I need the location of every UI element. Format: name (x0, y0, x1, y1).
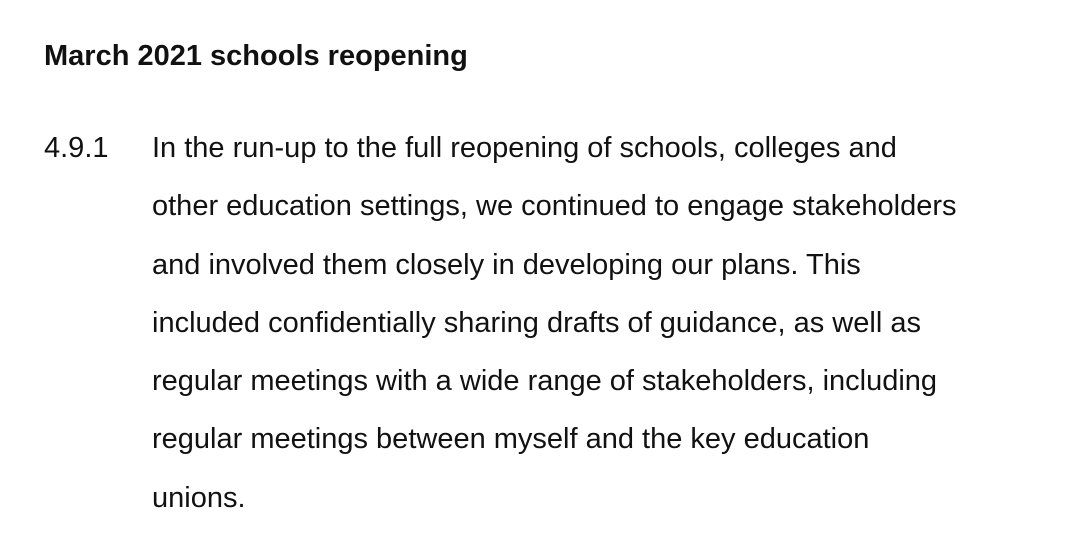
paragraph-line: and involved them closely in developing our plans. This (152, 248, 861, 281)
paragraph-line: regular meetings between myself and the key education (152, 423, 870, 456)
paragraph-line: In the run-up to the full reopening of schools, colleges and (152, 132, 897, 164)
section-heading: March 2021 schools reopening (44, 40, 468, 72)
paragraph-line: regular meetings with a wide range of stakeholders, including (152, 365, 938, 398)
paragraph-line: other education settings, we continued to engage stakeholders (152, 190, 957, 223)
paragraph-line: unions. (152, 481, 246, 514)
paragraph-number: 4.9.1 (44, 132, 109, 164)
paragraph-line: included confidentially sharing drafts of guidance, as well as (152, 306, 921, 339)
paragraph-text (152, 130, 957, 538)
